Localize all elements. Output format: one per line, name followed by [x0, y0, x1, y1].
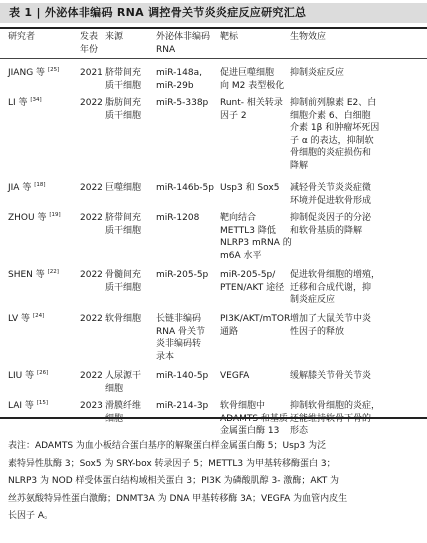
header-target: 靶标	[220, 32, 239, 42]
cell-source: 脐带间充	[105, 213, 142, 223]
cell-source: 巨噬细胞	[105, 183, 142, 193]
cell-rna: miR-146b-5p	[156, 183, 214, 193]
table-title: 表 1 | 外泌体非编码 RNA 调控骨关节炎炎症反应研究汇总	[9, 5, 307, 19]
cell-effect: 增加了大鼠关节中炎	[290, 314, 372, 324]
cell-target: PI3K/AKT/mTOR	[220, 314, 291, 324]
cell-year: 2022	[80, 98, 103, 108]
top-rule	[0, 27, 427, 29]
cell-target: 通路	[220, 326, 239, 337]
cell-source: 人尿源干	[105, 371, 142, 381]
cell-rna: miR-148a,	[156, 68, 202, 78]
cell-effect	[290, 413, 371, 426]
cell-target: miR-205-5p/	[220, 270, 276, 280]
table-notes	[8, 438, 421, 526]
cell-source: 骨髓间充	[105, 270, 142, 280]
header-year: 年份	[80, 44, 99, 55]
reference-number: [22]	[47, 269, 59, 275]
cell-source	[105, 413, 123, 426]
cell-source: 质干细胞	[105, 80, 142, 91]
cell-year: 2022	[80, 183, 103, 193]
cell-author	[8, 400, 48, 413]
cell-effect: 抑制炎症反应	[290, 68, 345, 78]
cell-effect: 性因子的释放	[290, 326, 345, 337]
cell-target: m6A 水平	[220, 250, 262, 261]
author-name: LV 等	[8, 314, 31, 324]
cell-author	[8, 313, 44, 326]
cell-rna: miR-214-3p	[156, 401, 209, 411]
cell-effect: 减轻骨关节炎炎症微	[290, 183, 372, 193]
cell-target	[220, 413, 288, 426]
header-effect: 生物效应	[290, 32, 327, 42]
cell-effect: 细胞介素 6、白细胞	[290, 110, 371, 121]
author-name: LI 等	[8, 98, 28, 108]
cell-target: 向 M2 表型极化	[220, 80, 285, 91]
cell-author	[8, 212, 61, 225]
cell-year: 2022	[80, 213, 103, 223]
header-year: 发表	[80, 32, 99, 42]
cell-effect: 抑制前列腺素 E2、白	[290, 98, 377, 108]
cell-effect: 和软骨基质的降解	[290, 225, 363, 236]
cell-effect: 制炎症反应	[290, 295, 336, 305]
cell-author	[8, 182, 46, 195]
cell-rna: miR-5-338p	[156, 98, 209, 108]
cell-source: 细胞	[105, 383, 124, 394]
cell-source: 质干细胞	[105, 282, 142, 293]
cell-target: 因子 2	[220, 110, 247, 121]
author-name: JIA 等	[8, 183, 32, 193]
bottom-rule	[0, 417, 427, 419]
cell-effect: 骨细胞的炎症损伤和	[290, 148, 372, 158]
reference-number: [19]	[49, 212, 61, 218]
cell-target: 软骨细胞中	[220, 401, 266, 411]
author-name: LAI 等	[8, 401, 34, 411]
cell-effect: 形态	[290, 426, 309, 436]
header-rule	[0, 58, 427, 59]
cell-rna: miR-29b	[156, 80, 194, 91]
cell-effect: 抑制促炎因子的分泌	[290, 213, 372, 223]
cell-year: 2022	[80, 314, 103, 324]
reference-number: [26]	[37, 370, 49, 376]
reference-number: [25]	[47, 67, 60, 73]
note-line: NLRP3 为 NOD 样受体蛋白结构域相关蛋白 3；PI3K 为磷酸肌醇 3- 激酶；AKT 为	[8, 476, 340, 486]
cell-year: 2023	[80, 401, 103, 411]
table-title-bar	[0, 3, 427, 23]
cell-effect: 介素 1β 和肿瘤坏死因	[290, 123, 380, 133]
cell-source: 质干细胞	[105, 225, 142, 236]
header-rna: RNA	[156, 44, 176, 55]
cell-source: 滑膜纤维	[105, 401, 142, 411]
header-author: 研究者	[8, 32, 36, 42]
cell-target: PTEN/AKT 途径	[220, 282, 285, 293]
author-name: SHEN 等	[8, 270, 45, 280]
reference-number: [15]	[36, 400, 49, 406]
cell-target: 促进巨噬细胞	[220, 68, 275, 78]
cell-source: 脐带间充	[105, 68, 142, 78]
cell-year: 2022	[80, 270, 103, 280]
cell-target: Runt- 相关转录	[220, 98, 283, 108]
cell-year: 2022	[80, 371, 103, 381]
cell-author	[8, 370, 48, 383]
cell-source: 软骨细胞	[105, 314, 142, 324]
cell-target: METTL3 降低	[220, 225, 276, 236]
cell-rna: miR-1208	[156, 213, 200, 223]
cell-target: NLRP3 mRNA 的	[220, 238, 292, 248]
cell-rna: 录本	[156, 351, 175, 362]
cell-rna: miR-140-5p	[156, 371, 209, 381]
cell-target: Usp3 和 Sox5	[220, 183, 280, 193]
cell-source: 脂肪间充	[105, 98, 142, 108]
reference-number: [24]	[32, 313, 45, 319]
header-rna: 外泌体非编码	[156, 32, 211, 42]
cell-effect: 抑制软骨细胞的炎症，	[290, 401, 381, 411]
cell-effect: 降解	[290, 160, 309, 171]
cell-effect: 缓解膝关节骨关节炎	[290, 371, 372, 381]
cell-source: 质干细胞	[105, 110, 142, 121]
cell-rna: 炎非编码转	[156, 339, 202, 349]
cell-author	[8, 269, 59, 282]
cell-author	[8, 67, 59, 80]
cell-target: 金属蛋白酶 13	[220, 426, 280, 436]
cell-effect: 子 α 的表达，抑制软	[290, 135, 374, 146]
author-name: JIANG 等	[8, 68, 46, 78]
cell-rna: 长链非编码	[156, 314, 202, 324]
reference-number: [34]	[30, 97, 42, 103]
author-name: ZHOU 等	[8, 213, 47, 223]
author-name: LIU 等	[8, 371, 35, 381]
cell-rna: RNA 骨关节	[156, 326, 206, 337]
cell-target: 靶向结合	[220, 213, 257, 223]
cell-effect: 促进软骨细胞的增殖，	[290, 270, 381, 280]
note-line: 丝苏氨酸特异性蛋白激酶；DNMT3A 为 DNA 甲基转移酶 3A；VEGFA 为血管内皮生	[8, 493, 348, 504]
note-line: 素特异性肽酶 3；Sox5 为 SRY-box 转录因子 5；METTL3 为甲基转移酶蛋白 3；	[8, 458, 336, 469]
cell-target: VEGFA	[220, 371, 250, 381]
cell-rna: miR-205-5p	[156, 270, 209, 280]
reference-number: [18]	[34, 182, 46, 188]
header-source: 来源	[105, 32, 124, 42]
cell-year: 2021	[80, 68, 103, 78]
note-line: 长因子 A。	[8, 511, 54, 521]
cell-author	[8, 97, 42, 110]
cell-effect: 环境并促进软骨形成	[290, 195, 372, 206]
note-line: 表注：ADAMTS 为血小板结合蛋白基序的解聚蛋白样金属蛋白酶 5；Usp3 为泛	[8, 441, 327, 451]
cell-effect: 迁移和合成代谢，抑	[290, 282, 372, 293]
